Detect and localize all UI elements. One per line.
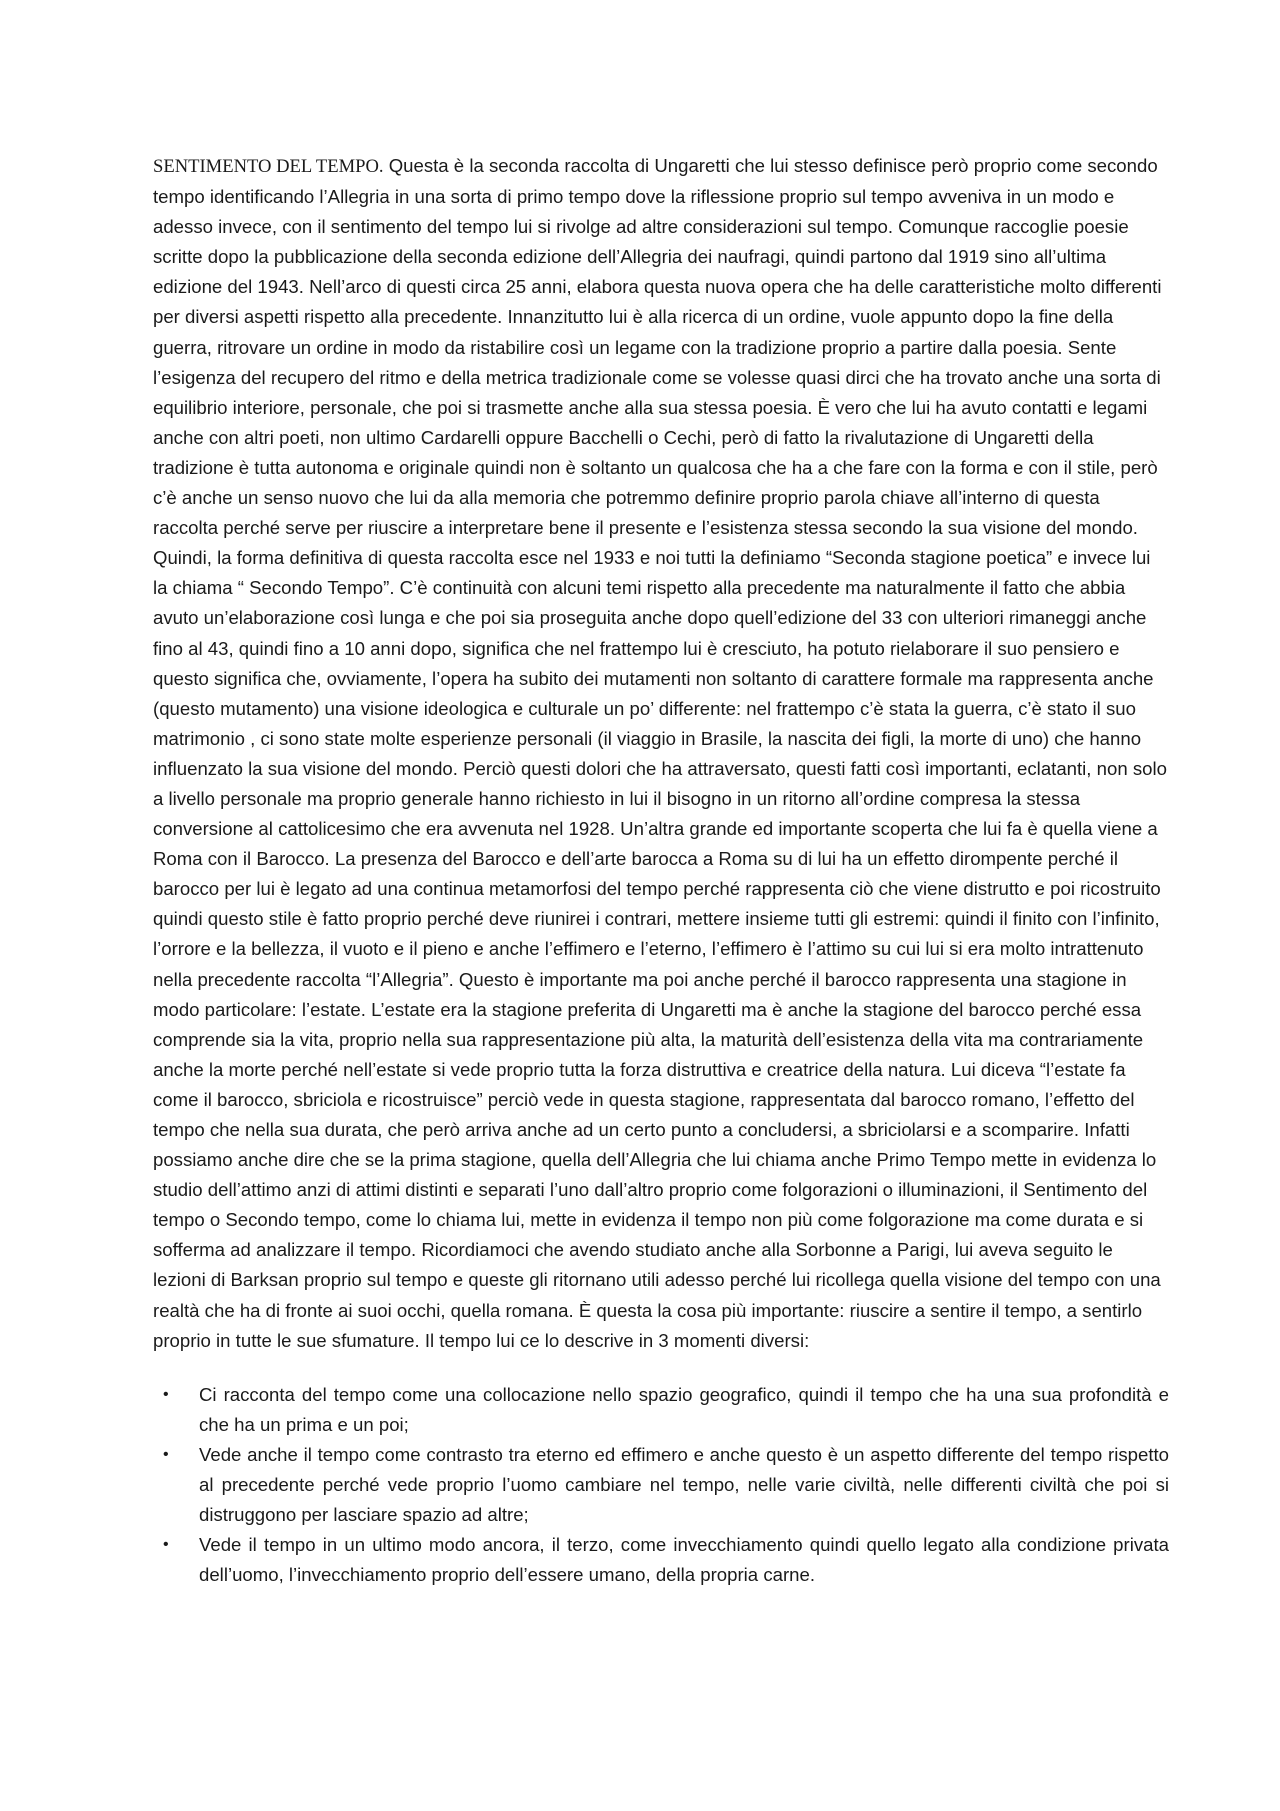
list-item bbox=[153, 1380, 1169, 1440]
document-content bbox=[153, 151, 1169, 1590]
list-item-text: Ci racconta del tempo come una collocazione nello spazio geografico, quindi il tempo che ha una sua profondità e che ha un prima e un poi; bbox=[199, 1383, 1169, 1435]
list-item-text: Vede il tempo in un ultimo modo ancora, il terzo, come invecchiamento quindi quello legato alla condizione privata dell’uomo, l’invecchiamento proprio dell’essere umano, della propria carne. bbox=[199, 1534, 1169, 1586]
bullet-icon: • bbox=[163, 1445, 169, 1463]
bullet-list bbox=[153, 1380, 1169, 1591]
list-item-text: Vede anche il tempo come contrasto tra eterno ed effimero e anche questo è un aspetto differente del tempo rispetto al precedente perché vede proprio l’uomo cambiare nel tempo, nelle varie civiltà, nelle differenti civiltà che poi si distruggono per lasciare spazio ad altre; bbox=[199, 1443, 1169, 1526]
main-paragraph bbox=[153, 151, 1169, 1356]
section-heading: SENTIMENTO DEL TEMPO. bbox=[153, 156, 384, 177]
list-item bbox=[153, 1440, 1169, 1530]
paragraph-text: Questa è la seconda raccolta di Ungaretti che lui stesso definisce però proprio come secondo tempo identificando l’Allegria in una sorta di primo tempo dove la riflessione proprio sul tempo avveniva in un modo e adesso invece, con il sentimento del tempo lui si rivolge ad altre considerazioni sul tempo. Comunque raccoglie poesie scritte dopo la pubblicazione della seconda edizione dell’Allegria dei naufragi, quindi partono dal 1919 sino all’ultima edizione del 1943. Nell’arco di questi circa 25 anni, elabora questa nuova opera che ha delle caratteristiche molto differenti per diversi aspetti rispetto alla precedente. Innanzitutto lui è alla ricerca di un ordine, vuole appunto dopo la fine della guerra, ritrovare un ordine in modo da ristabilire così un legame con la tradizione proprio a partire dalla poesia. Sente l’esigenza del recupero del ritmo e della metrica tradizionale come se volesse quasi dirci che ha trovato anche una sorta di equilibrio interiore, personale, che poi si trasmette anche alla sua stessa poesia. È vero che lui ha avuto contatti e legami anche con altri poeti, non ultimo Cardarelli oppure Bacchelli o Cechi, però di fatto la rivalutazione di Ungaretti della tradizione è tutta autonoma e originale quindi non è soltanto un qualcosa che ha a che fare con la forma e con il stile, però c’è anche un senso nuovo che lui da alla memoria che potremmo definire proprio parola chiave all’interno di questa raccolta perché serve per riuscire a interpretare bene il presente e l’esistenza stessa secondo la sua visione del mondo. Quindi, la forma definitiva di questa raccolta esce nel 1933 e noi tutti la definiamo “Seconda stagione poetica” e invece lui la chiama “ Secondo Tempo”. C’è continuità con alcuni temi rispetto alla precedente ma naturalmente il fatto che abbia avuto un’elaborazione così lunga e che poi sia proseguita anche dopo quell’edizione del 33 con ulteriori rimaneggi anche fino al 43, quindi fino a 10 anni dopo, significa che nel frattempo lui è cresciuto, ha potuto rielaborare il suo pensiero e questo significa che, ovviamente, l’opera ha subito dei mutamenti non soltanto di carattere formale ma rappresenta anche (questo mutamento) una visione ideologica e culturale un po’ differente: nel frattempo c’è stata la guerra, c’è stato il suo matrimonio , ci sono state molte esperienze personali (il viaggio in Brasile, la nascita dei figli, la morte di uno) che hanno influenzato la sua visione del mondo. Perciò questi dolori che ha attraversato, questi fatti così importanti, eclatanti, non solo a livello personale ma proprio generale hanno richiesto in lui il bisogno in un ritorno all’ordine compresa la stessa conversione al cattolicesimo che era avvenuta nel 1928. Un’altra grande ed importante scoperta che lui fa è quella viene a Roma con il Barocco. La presenza del Barocco e dell’arte barocca a Roma su di lui ha un effetto dirompente perché il barocco per lui è legato ad una continua metamorfosi del tempo perché rappresenta ciò che viene distrutto e poi ricostruito quindi questo stile è fatto proprio perché deve riunirei i contrari, mettere insieme tutti gli estremi: quindi il finito con l’infinito, l’orrore e la bellezza, il vuoto e il pieno e anche l’effimero e l’eterno, l’effimero è l’attimo su cui lui si era molto intrattenuto nella precedente raccolta “l’Allegria”. Questo è importante ma poi anche perché il barocco rappresenta una stagione in modo particolare: l’estate. L’estate era la stagione preferita di Ungaretti ma è anche la stagione del barocco perché essa comprende sia la vita, proprio nella sua rappresentazione più alta, la maturità dell’esistenza della vita ma contrariamente anche la morte perché nell’estate si vede proprio tutta la forza distruttiva e creatrice della natura. Lui diceva “l’estate fa come il barocco, sbriciola e ricostruisce” perciò vede in questa stagione, rappresentata dal barocco romano, l’effetto del tempo che nella sua durata, che però arriva anche ad un certo punto a concludersi, a sbriciolarsi e a scomparire. Infatti possiamo anche dire che se la prima stagione, quella dell’Allegria che lui chiama anche Primo Tempo mette in evidenza lo studio dell’attimo anzi di attimi distinti e separati l’uno dall’altro proprio come folgorazioni o illuminazioni, il Sentimento del tempo o Secondo tempo, come lo chiama lui, mette in evidenza il tempo non più come folgorazione ma come durata e si sofferma ad analizzare il tempo. Ricordiamoci che avendo studiato anche alla Sorbonne a Parigi, lui aveva seguito le lezioni di Barksan proprio sul tempo e queste gli ritornano utili adesso perché lui ricollega quella visione del tempo con una realtà che ha di fronte ai suoi occhi, quella romana. È questa la cosa più importante: riuscire a sentire il tempo, a sentirlo proprio in tutte le sue sfumature. Il tempo lui ce lo descrive in 3 momenti diversi: bbox=[153, 155, 1167, 1351]
bullet-icon: • bbox=[163, 1536, 169, 1554]
bullet-icon: • bbox=[163, 1385, 169, 1403]
list-item bbox=[153, 1530, 1169, 1590]
